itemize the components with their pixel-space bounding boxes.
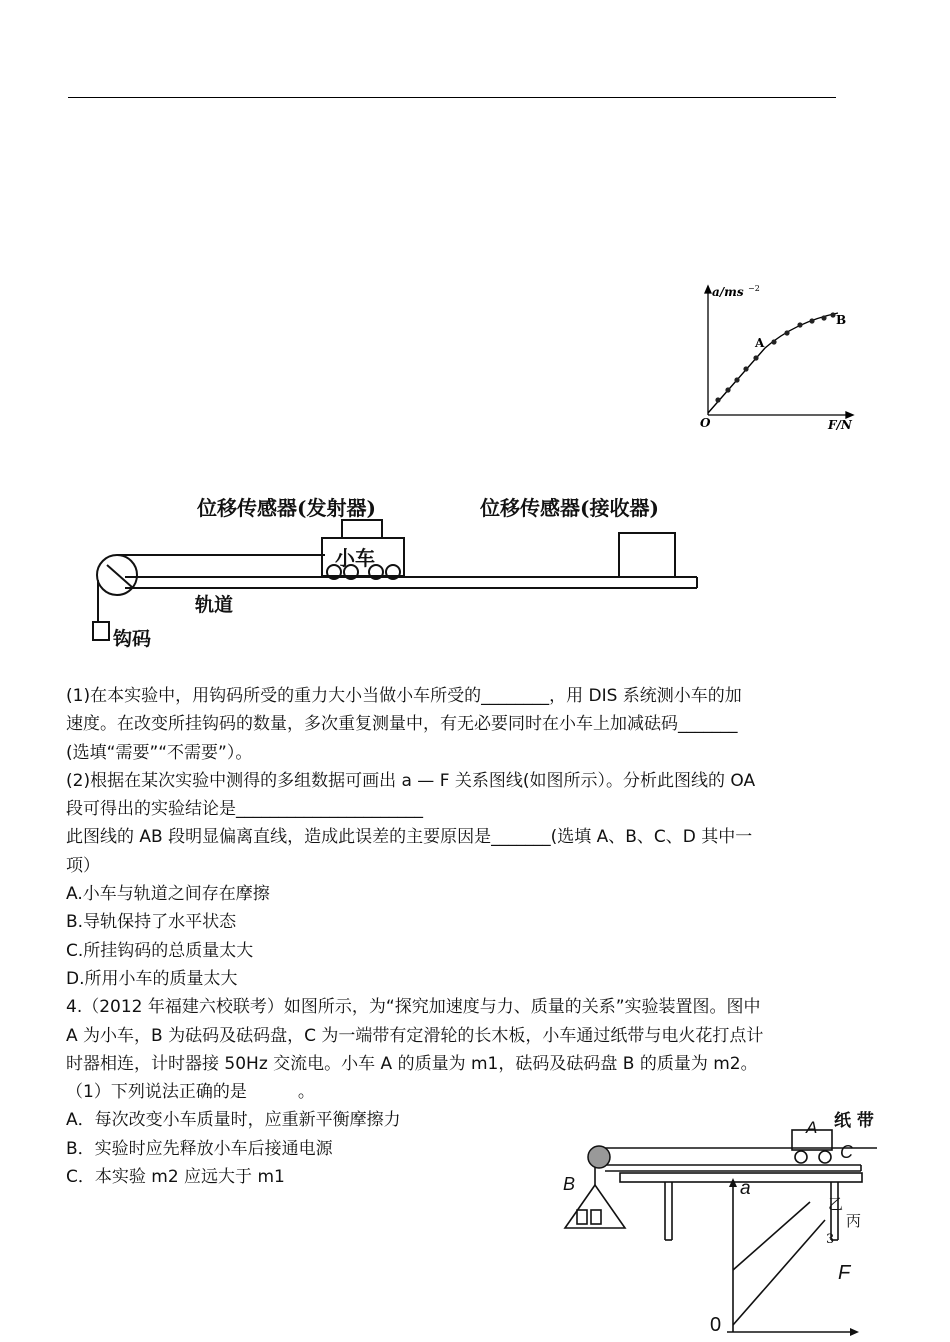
- pulley-b: [588, 1146, 610, 1168]
- text-line: 速度。在改变所挂钩码的数量，多次重复测量中，有无必要同时在小车上加减砝码_______: [66, 714, 738, 735]
- fig4-board-label: C: [840, 1142, 853, 1162]
- text-line: C．本实验 m2 应远大于 m1: [66, 1167, 285, 1188]
- graph-x-label: F/N: [828, 418, 852, 432]
- cart-a-wheel: [795, 1151, 807, 1163]
- text-line: 4.（2012 年福建六校联考）如图所示，为“探究加速度与力、质量的关系”实验装置图。图中: [66, 997, 761, 1018]
- fig4-line-bing: 丙: [846, 1212, 862, 1230]
- text-line: A．每次改变小车质量时，应重新平衡摩擦力: [66, 1110, 401, 1131]
- sender-box: [342, 520, 382, 538]
- receiver-label: 位移传感器(接收器): [480, 496, 659, 520]
- text-line: 段可得出的实验结论是______________________: [66, 799, 423, 820]
- hook-weight-box: [93, 622, 109, 640]
- text-line: (选填“需要”“不需要”）。: [66, 742, 253, 763]
- dis-apparatus: [85, 510, 710, 650]
- a-f-graph: [690, 280, 870, 440]
- graph-y-sup: −2: [748, 284, 760, 293]
- graph-points: [715, 312, 835, 402]
- text-line: A 为小车，B 为砝码及砝码盘，C 为一端带有定滑轮的长木板，小车通过纸带与电火花打点计: [66, 1025, 764, 1046]
- figure4: [555, 1100, 895, 1342]
- receiver-box: [619, 533, 675, 577]
- weight-block: [591, 1210, 601, 1224]
- fig4-cart-label: A: [806, 1118, 818, 1137]
- fig4-axis-f: F: [838, 1262, 851, 1284]
- text-line: (1)在本实验中，用钩码所受的重力大小当做小车所受的________，用 DIS 系统测小车的加: [66, 686, 742, 706]
- text-line: C.所挂钩码的总质量太大: [66, 940, 254, 961]
- text-line: 项）: [66, 855, 100, 876]
- text-line: （1）下列说法正确的是 。: [66, 1082, 315, 1103]
- graph-point-b: B: [836, 313, 847, 327]
- text-line: (2)根据在某次实验中测得的多组数据可画出 a — F 关系图线(如图所示）。分析此图线的 OA: [66, 770, 756, 791]
- track-label: 轨道: [195, 594, 234, 616]
- text-line: B.导轨保持了水平状态: [66, 912, 237, 933]
- sender-label: 位移传感器(发射器): [197, 496, 376, 520]
- graph-y-arrow: [705, 286, 711, 293]
- text-line: 此图线的 AB 段明显偏离直线，造成此误差的主要原因是_______(选填 A、B、C、D 其中一: [66, 827, 753, 848]
- fig4-origin: 0: [710, 1314, 722, 1336]
- line-yi: [733, 1202, 810, 1270]
- weight-block: [577, 1210, 587, 1224]
- tape-label: 纸 带: [834, 1111, 874, 1131]
- page-number: 3: [826, 1232, 835, 1247]
- graph-origin: O: [700, 416, 711, 430]
- text-line: A.小车与轨道之间存在摩擦: [66, 884, 270, 905]
- weight-label: 钩码: [113, 628, 152, 650]
- text-line: 时器相连，计时器接 50Hz 交流电。小车 A 的质量为 m1，砝码及砝码盘 B 的质量为 m2。: [66, 1053, 758, 1074]
- cart-a-wheel: [819, 1151, 831, 1163]
- line-bing: [733, 1220, 825, 1325]
- fig4-axis-a: a: [740, 1178, 751, 1199]
- fig4-line-yi: 乙: [828, 1195, 844, 1213]
- text-line: B．实验时应先释放小车后接通电源: [66, 1138, 333, 1159]
- fig4-weight-label: B: [563, 1174, 576, 1194]
- header-rule: [68, 97, 836, 98]
- graph-curve: [708, 313, 838, 413]
- fig4-x-arrow: [850, 1328, 859, 1336]
- graph-y-label: a/ms: [712, 285, 744, 299]
- cart-label: 小车: [335, 546, 375, 570]
- graph-point-a: A: [755, 336, 765, 350]
- text-line: D.所用小车的质量太大: [66, 968, 238, 989]
